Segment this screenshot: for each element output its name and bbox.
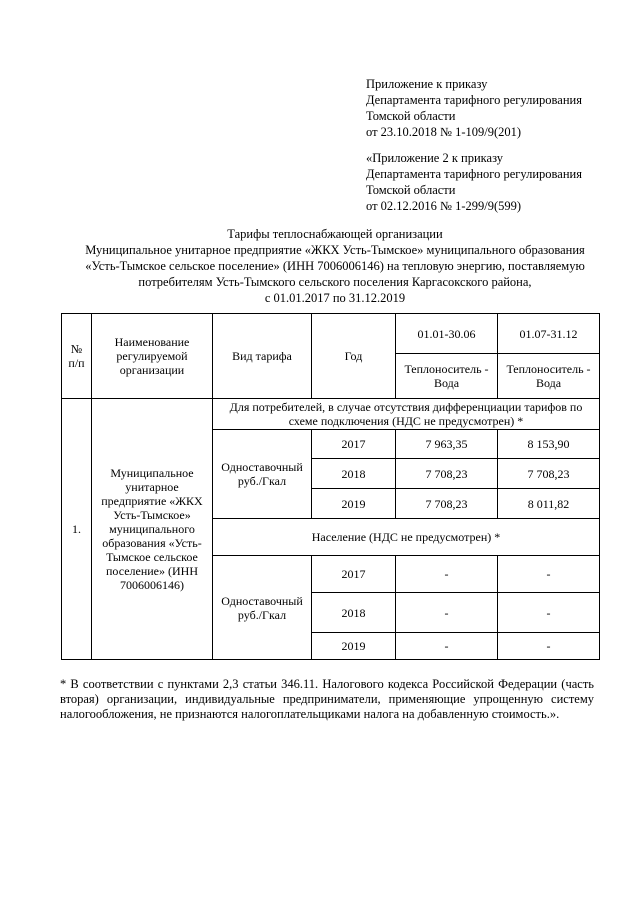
value-cell: - <box>498 556 600 593</box>
year-cell: 2019 <box>312 489 396 519</box>
col-header-period2: 01.07-31.12 <box>498 314 600 354</box>
value-cell: - <box>396 593 498 633</box>
col-header-year: Год <box>312 314 396 399</box>
value-cell: - <box>396 556 498 593</box>
col-header-carrier1: Теплоноситель - Вода <box>396 354 498 399</box>
year-cell: 2017 <box>312 556 396 593</box>
row-number: 1. <box>62 399 92 660</box>
title-line: Тарифы теплоснабжающей организации <box>227 227 443 241</box>
year-cell: 2017 <box>312 430 396 459</box>
appendix-line: «Приложение 2 к приказу <box>366 151 504 165</box>
col-header-tariff-type: Вид тарифа <box>213 314 312 399</box>
col-header-num: № п/п <box>62 314 92 399</box>
col-header-organization: Наименование регулируемой организации <box>92 314 213 399</box>
title-line: «Усть-Тымское сельское поселение» (ИНН 7006006146) на тепловую энергию, поставляемую <box>85 259 585 273</box>
year-cell: 2018 <box>312 459 396 489</box>
document-title <box>40 226 630 306</box>
value-cell: 8 011,82 <box>498 489 600 519</box>
appendix-line: Приложение к приказу <box>366 77 488 91</box>
title-line: с 01.01.2017 по 31.12.2019 <box>264 291 406 305</box>
section-title-population: Население (НДС не предусмотрен) * <box>213 519 600 556</box>
value-cell: 8 153,90 <box>498 430 600 459</box>
tariff-table <box>61 313 600 660</box>
value-cell: - <box>498 633 600 660</box>
value-cell: 7 708,23 <box>396 459 498 489</box>
col-header-period1: 01.01-30.06 <box>396 314 498 354</box>
value-cell: 7 963,35 <box>396 430 498 459</box>
col-header-carrier2: Теплоноситель - Вода <box>498 354 600 399</box>
appendix-line: Департамента тарифного регулирования <box>366 167 582 181</box>
year-cell: 2018 <box>312 593 396 633</box>
value-cell: - <box>498 593 600 633</box>
tariff-type-cell: Одноставочный руб./Гкал <box>213 556 312 660</box>
organization-name: Муниципальное унитарное предприятие «ЖКХ Усть-Тымское» муниципального образования «Усть-Тымское сельское поселение» (ИНН 7006006146) <box>92 399 213 660</box>
value-cell: 7 708,23 <box>396 489 498 519</box>
appendix-line: Департамента тарифного регулирования <box>366 93 582 107</box>
title-line: Муниципальное унитарное предприятие «ЖКХ Усть-Тымское» муниципального образования <box>85 243 585 257</box>
appendix-line: от 02.12.2016 № 1-299/9(599) <box>366 199 522 213</box>
footnote: * В соответствии с пунктами 2,3 статьи 346.11. Налогового кодекса Российской Федерации (часть вторая) организации, индивидуальные предприниматели, применяющие упрощенную систему налогообложения, не признаются налогоплательщиками налога на добавленную стоимость.». <box>60 677 594 721</box>
section-title-consumers: Для потребителей, в случае отсутствия дифференциации тарифов по схеме подключения (НДС не предусмотрен) * <box>213 399 600 430</box>
appendix-line: Томской области <box>366 109 456 123</box>
appendix-line: Томской области <box>366 183 456 197</box>
title-line: потребителям Усть-Тымского сельского поселения Каргасокского района, <box>138 275 532 289</box>
appendix-header <box>366 76 582 140</box>
value-cell: 7 708,23 <box>498 459 600 489</box>
appendix-line: от 23.10.2018 № 1-109/9(201) <box>366 125 522 139</box>
tariff-type-cell: Одноставочный руб./Гкал <box>213 430 312 519</box>
value-cell: - <box>396 633 498 660</box>
original-appendix-header <box>366 150 582 214</box>
year-cell: 2019 <box>312 633 396 660</box>
